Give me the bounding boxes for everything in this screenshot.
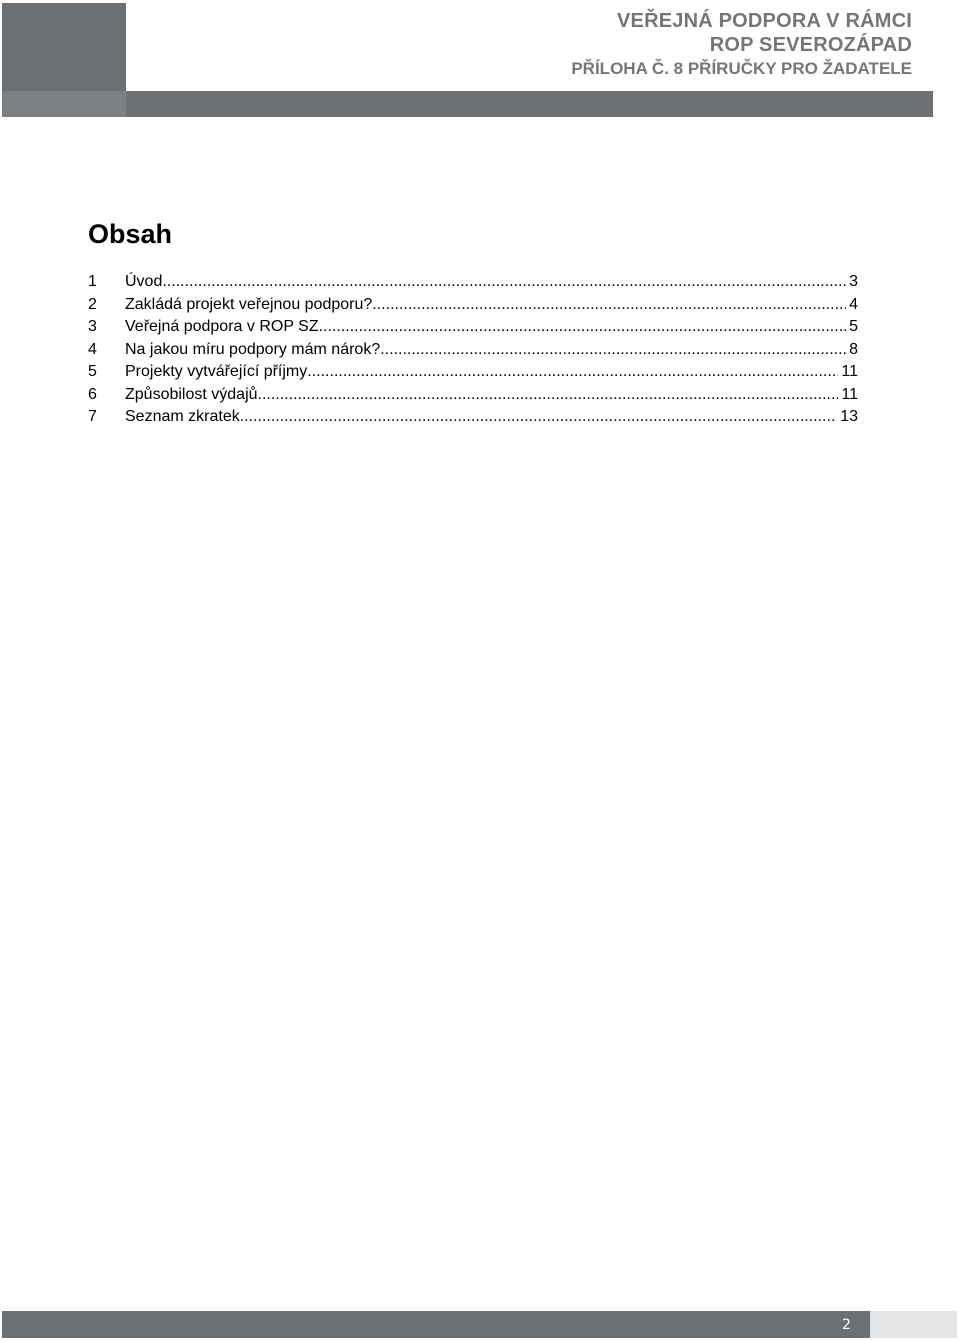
toc-entry-page: 4 <box>849 295 858 313</box>
header-title-line1: VEŘEJNÁ PODPORA V RÁMCI <box>616 10 912 32</box>
toc-entry-title: Seznam zkratek <box>125 408 240 425</box>
toc-entry-number: 1 <box>88 273 97 290</box>
header-bar <box>2 91 933 117</box>
toc-leader-dots <box>162 271 846 294</box>
toc-leader-dots <box>240 406 837 429</box>
toc-entry-title: Zakládá projekt veřejnou podporu? <box>125 295 373 313</box>
toc-entry-number: 2 <box>88 295 97 313</box>
toc-entry-title: Veřejná podpora v ROP SZ <box>125 318 319 335</box>
toc-entry-2[interactable] <box>88 294 858 317</box>
toc-entry-5[interactable] <box>88 361 858 384</box>
table-of-contents <box>88 271 858 429</box>
toc-entry-page: 5 <box>849 318 858 335</box>
toc-entry-title: Projekty vytvářející příjmy <box>125 363 308 380</box>
toc-leader-dots <box>372 294 846 317</box>
toc-entry-6[interactable] <box>88 384 858 407</box>
toc-leader-dots <box>258 384 839 407</box>
toc-entry-title: Na jakou míru podpory mám nárok? <box>125 340 381 358</box>
toc-entry-number: 5 <box>88 363 97 380</box>
document-header <box>571 9 912 80</box>
toc-entry-3[interactable] <box>88 316 858 339</box>
header-decor-block <box>2 3 126 91</box>
toc-entry-page: 3 <box>849 273 858 290</box>
toc-entry-page: 11 <box>841 385 858 403</box>
header-bar-accent <box>2 91 126 117</box>
toc-entry-number: 4 <box>88 340 97 358</box>
footer-page-box <box>870 1311 957 1338</box>
toc-entry-page: 11 <box>841 363 858 380</box>
toc-heading: Obsah <box>88 219 173 249</box>
toc-entry-number: 6 <box>88 385 97 403</box>
toc-entry-page: 13 <box>840 408 858 425</box>
toc-entry-number: 3 <box>88 318 97 335</box>
toc-leader-dots <box>319 316 847 339</box>
footer-bar <box>2 1311 870 1338</box>
toc-entry-7[interactable] <box>88 406 858 429</box>
toc-leader-dots <box>307 361 838 384</box>
toc-entry-title: Úvod <box>125 273 163 290</box>
page-number: 2 <box>842 1317 851 1333</box>
toc-entry-page: 8 <box>849 340 858 358</box>
toc-leader-dots <box>380 339 846 362</box>
header-title-line2: ROP SEVEROZÁPAD <box>709 34 912 56</box>
toc-entry-number: 7 <box>88 408 97 425</box>
toc-entry-1[interactable] <box>88 271 858 294</box>
toc-entry-title: Způsobilost výdajů <box>125 385 258 403</box>
header-subtitle: PŘÍLOHA Č. 8 PŘÍRUČKY PRO ŽADATELE <box>571 59 912 78</box>
toc-entry-4[interactable] <box>88 339 858 362</box>
